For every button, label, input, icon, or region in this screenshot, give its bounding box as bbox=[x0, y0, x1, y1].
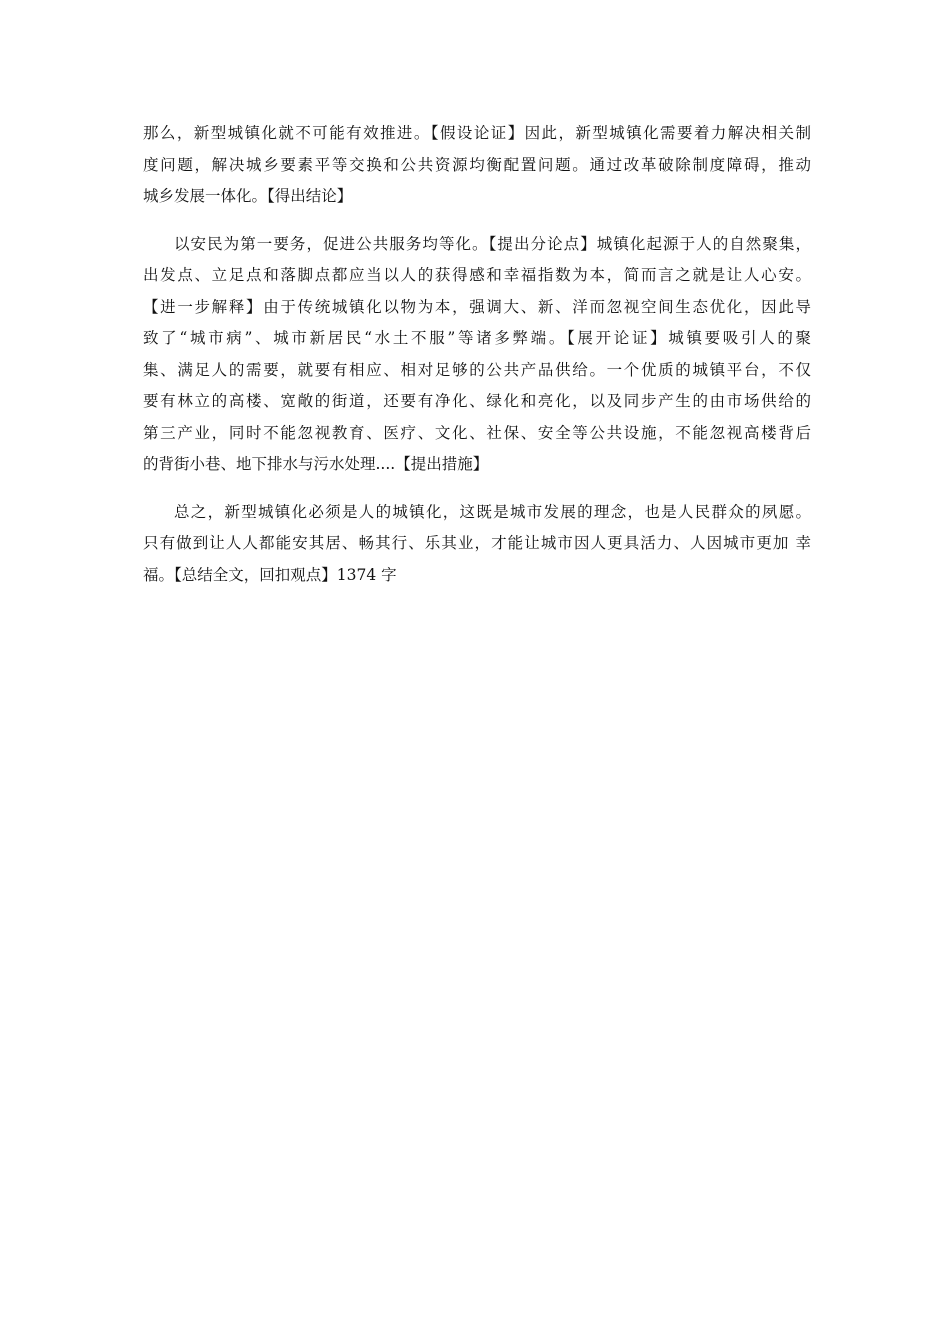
text-line: 致了“城市病”、城市新居民“水土不服”等诸多弊端。【展开论证】城镇要吸引人的聚 bbox=[143, 329, 811, 347]
paragraph-2 bbox=[143, 229, 811, 481]
document-body bbox=[143, 118, 811, 607]
text-line: 城乡发展一体化。【得出结论】 bbox=[143, 187, 353, 205]
text-line: 总之，新型城镇化必须是人的城镇化，这既是城市发展的理念，也是人民群众的夙愿。 bbox=[174, 502, 811, 521]
text-line: 度问题，解决城乡要素平等交换和公共资源均衡配置问题。通过改革破除制度障碍，推动 bbox=[143, 155, 811, 174]
text-line: 要有林立的高楼、宽敞的街道，还要有净化、绿化和亮化，以及同步产生的由市场供给的 bbox=[143, 392, 811, 410]
text-line: 第三产业，同时不能忽视教育、医疗、文化、社保、安全等公共设施，不能忽视高楼背后 bbox=[143, 423, 811, 442]
text-line: 只有做到让人人都能安其居、畅其行、乐其业，才能让城市因人更具活力、人因城市更加 幸 bbox=[143, 534, 811, 552]
text-line: 出发点、立足点和落脚点都应当以人的获得感和幸福指数为本，简而言之就是让人心安。 bbox=[143, 266, 811, 284]
text-line: 的背街小巷、地下排水与污水处理....【提出措施】 bbox=[143, 455, 489, 473]
text-line: 以安民为第一要务，促进公共服务均等化。【提出分论点】城镇化起源于人的自然聚集， bbox=[174, 234, 811, 253]
text-line: 【进一步解释】由于传统城镇化以物为本，强调大、新、洋而忽视空间生态优化，因此导 bbox=[143, 297, 811, 316]
paragraph-1 bbox=[143, 118, 811, 213]
paragraph-3 bbox=[143, 497, 811, 592]
text-line: 那么，新型城镇化就不可能有效推进。【假设论证】因此，新型城镇化需要着力解决相关制 bbox=[143, 124, 811, 142]
text-line: 集、满足人的需要，就要有相应、相对足够的公共产品供给。一个优质的城镇平台，不仅 bbox=[143, 360, 811, 379]
text-line: 福。【总结全文，回扣观点】1374 字 bbox=[143, 565, 397, 584]
